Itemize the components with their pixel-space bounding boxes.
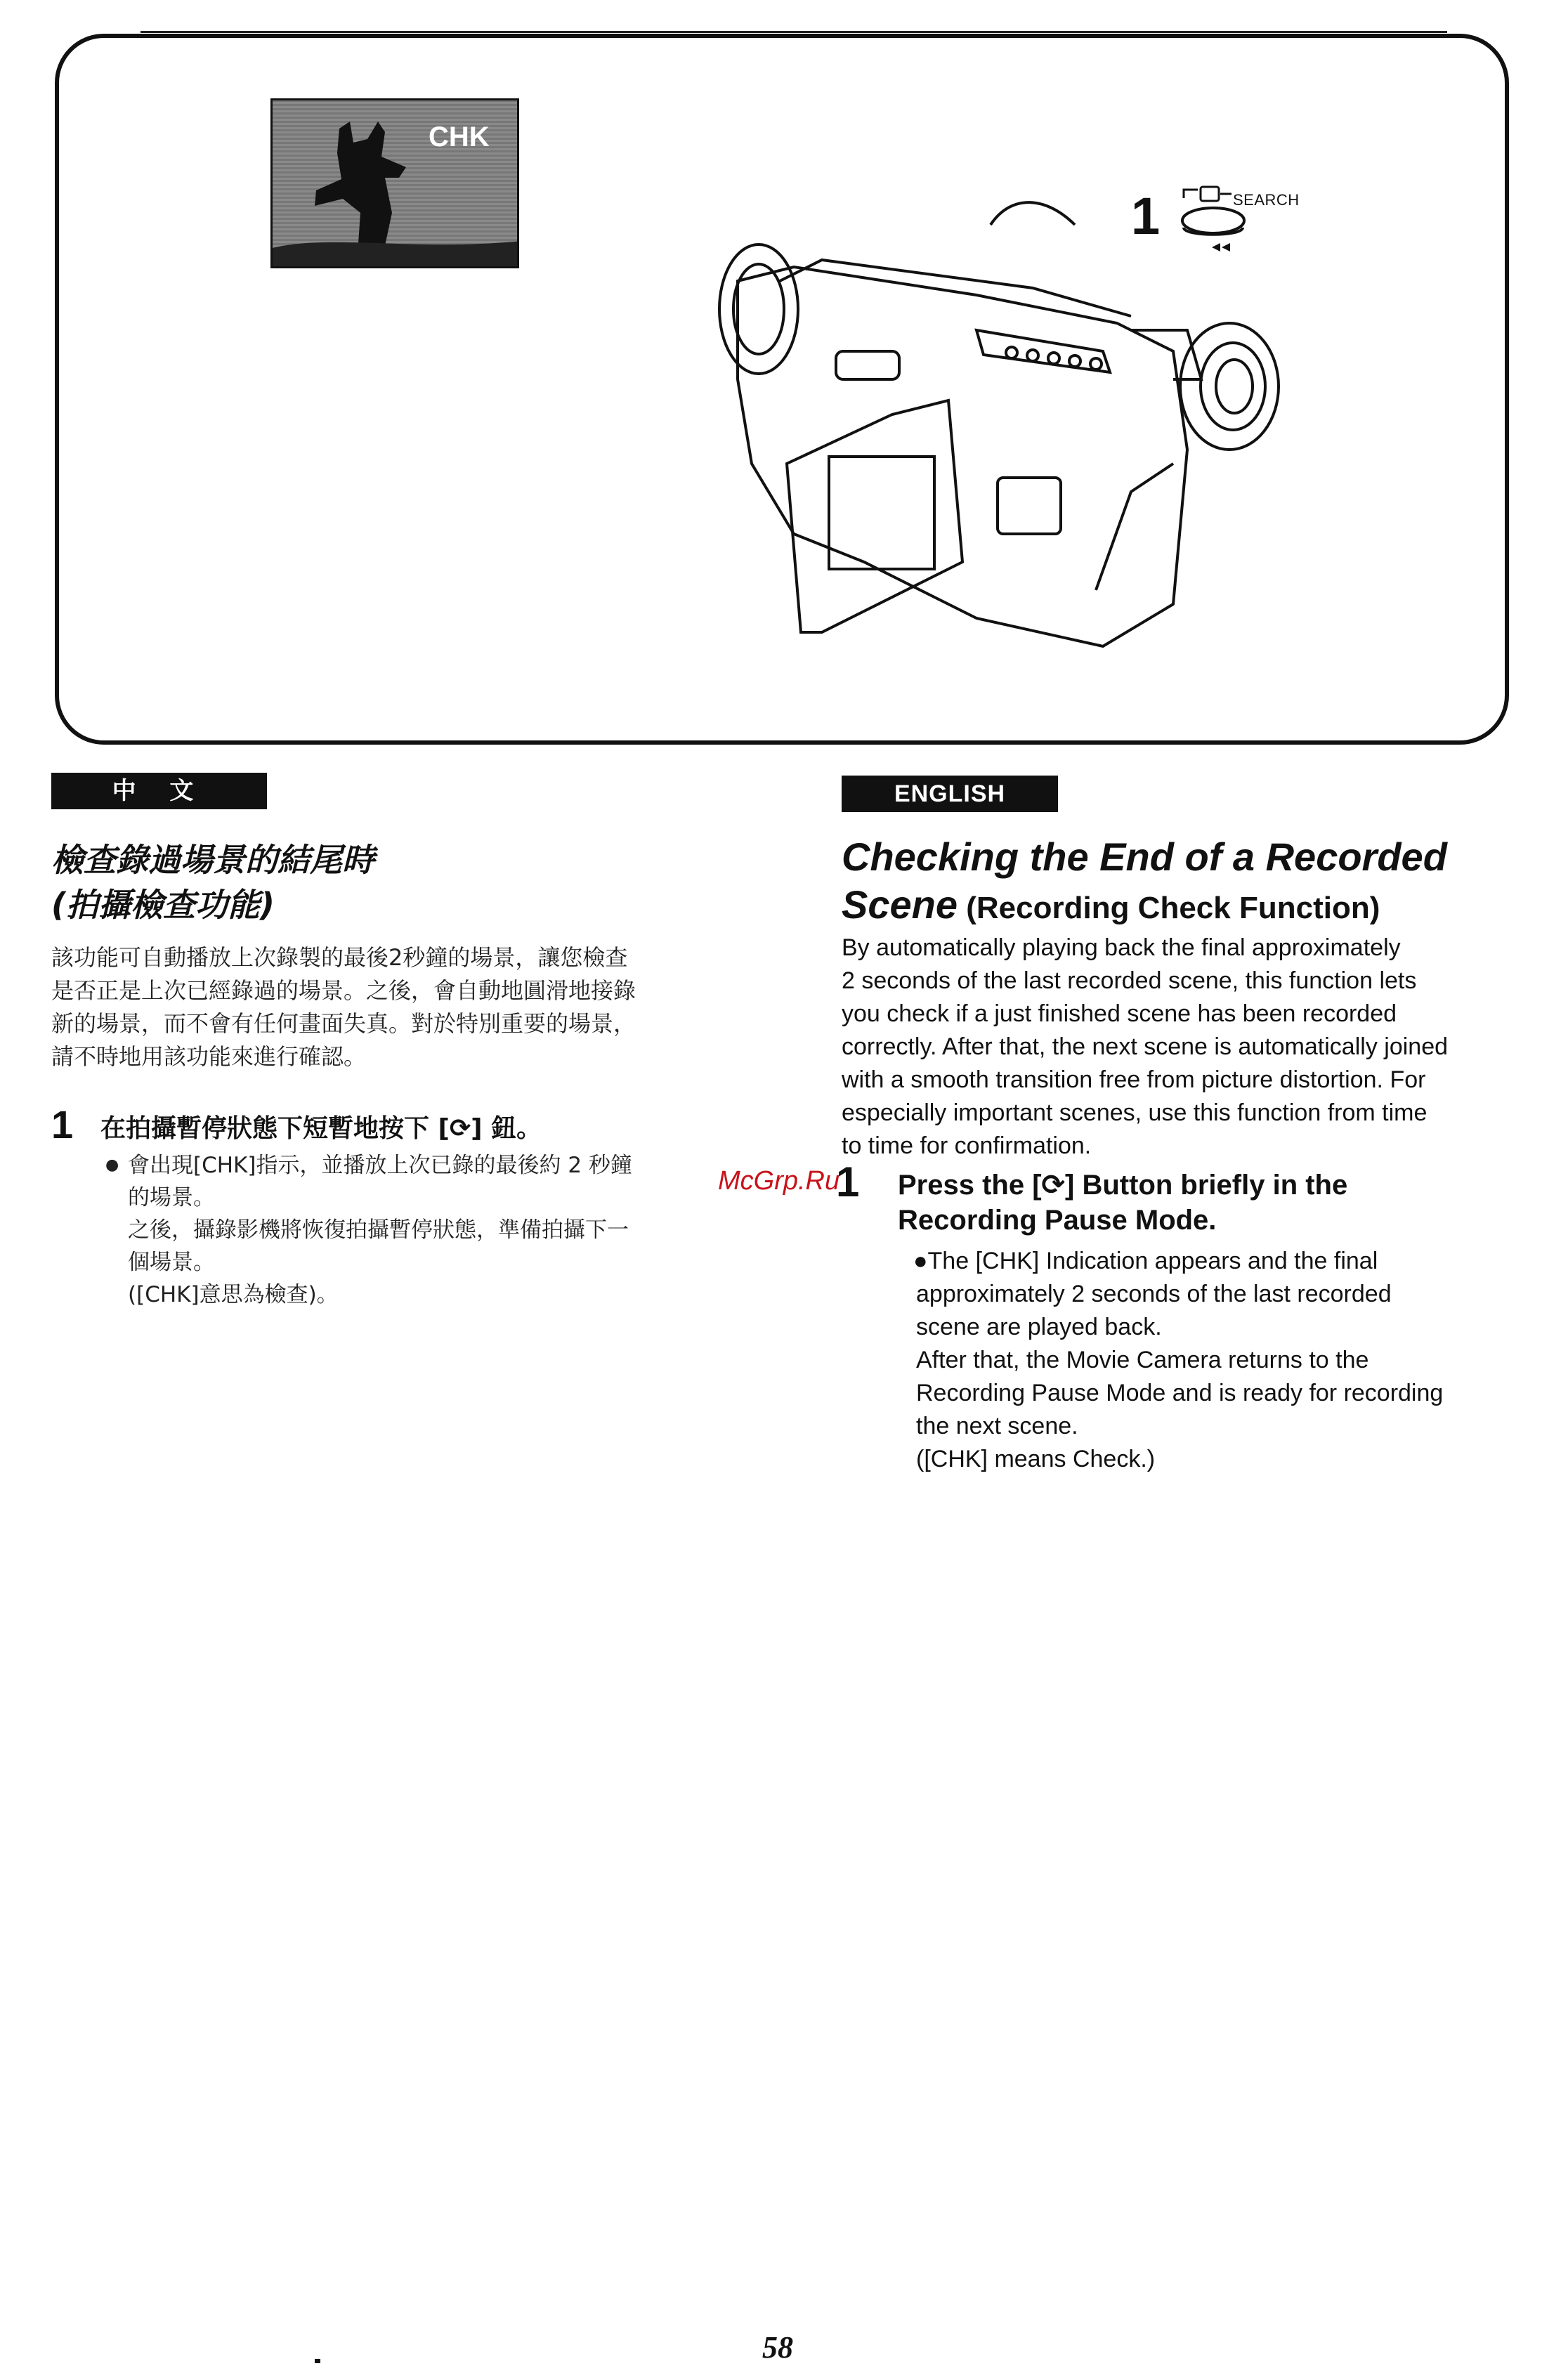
- footer-dot: [315, 2359, 320, 2363]
- english-intro-line: with a smooth transition free from picture distortion. For: [842, 1066, 1426, 1093]
- callout-number: 1: [1131, 187, 1161, 245]
- chinese-title: [51, 837, 374, 927]
- english-step-line-2: Recording Pause Mode.: [898, 1205, 1217, 1236]
- chinese-note-line: 的場景。: [128, 1185, 215, 1210]
- watermark: McGrp.Ru: [718, 1166, 840, 1196]
- english-title-subtitle: (Recording Check Function): [958, 891, 1380, 925]
- chk-indicator: CHK: [429, 122, 490, 152]
- english-step-number: 1: [836, 1158, 860, 1205]
- english-intro-line: By automatically playing back the final approximately: [842, 934, 1401, 961]
- chinese-step-number: 1: [51, 1102, 74, 1146]
- english-title-line-2: [842, 881, 1544, 932]
- chinese-intro-line: 新的場景，而不會有任何畫面失真。對於特別重要的場景，: [51, 1010, 636, 1037]
- chinese-intro-line: 是否正是上次已經錄過的場景。之後，會自動地圓滑地接錄: [51, 977, 636, 1004]
- top-rule: [141, 31, 1447, 33]
- search-label: SEARCH: [1233, 191, 1300, 209]
- english-note-line: approximately 2 seconds of the last recorded: [916, 1281, 1392, 1307]
- english-intro-line: correctly. After that, the next scene is automatically joined: [842, 1033, 1449, 1060]
- english-note-line: ([CHK] means Check.): [916, 1446, 1156, 1472]
- english-title-scene: Scene: [842, 882, 958, 927]
- section-label-english: ENGLISH: [842, 776, 1058, 812]
- chinese-intro-line: 該功能可自動播放上次錄製的最後2秒鐘的場景，讓您檢查: [51, 944, 628, 971]
- camcorder-illustration: [681, 169, 1300, 674]
- chinese-note-line: 個場景。: [128, 1250, 215, 1275]
- english-title-line-1: Checking the End of a Recorded: [842, 835, 1447, 879]
- chinese-title-line-2: (拍攝檢查功能): [51, 886, 275, 924]
- english-title: [842, 833, 1544, 932]
- chinese-intro-paragraph: [51, 941, 726, 1073]
- english-note-line: scene are played back.: [916, 1314, 1162, 1340]
- english-note-line: the next scene.: [916, 1413, 1078, 1439]
- chinese-title-line-1: 檢查錄過場景的結尾時: [51, 841, 374, 879]
- chinese-note-line: 之後，攝錄影機將恢復拍攝暫停狀態，準備拍攝下一: [128, 1217, 629, 1243]
- english-note-line: After that, the Movie Camera returns to the: [916, 1347, 1369, 1373]
- english-intro-line: especially important scenes, use this function from time: [842, 1099, 1427, 1126]
- section-label-chinese: 中 文: [51, 773, 267, 809]
- english-intro-line: you check if a just finished scene has been recorded: [842, 1000, 1397, 1027]
- english-note-line: ●The [CHK] Indication appears and the final: [913, 1248, 1378, 1274]
- viewfinder-screen-image: [270, 98, 519, 268]
- chinese-step-instruction: 在拍攝暫停狀態下短暫地按下 [⟳] 鈕。: [100, 1114, 542, 1143]
- chinese-note-line: ● 會出現[CHK]指示，並播放上次已錄的最後約 2 秒鐘: [105, 1149, 738, 1182]
- english-step-line-1: Press the [⟳] Button briefly in the: [898, 1170, 1348, 1201]
- english-intro-line: to time for confirmation.: [842, 1132, 1092, 1159]
- chinese-intro-line: 請不時地用該功能來進行確認。: [51, 1043, 367, 1070]
- english-intro-line: 2 seconds of the last recorded scene, this function lets: [842, 967, 1417, 994]
- english-step-notes: [913, 1245, 1531, 1476]
- english-note-line: Recording Pause Mode and is ready for recording: [916, 1380, 1444, 1406]
- english-intro-paragraph: [842, 932, 1544, 1163]
- english-step-instruction: [898, 1168, 1530, 1238]
- page-number: 58: [762, 2330, 793, 2365]
- chinese-step-notes: [105, 1149, 738, 1311]
- chinese-note-line: ([CHK]意思為檢查)。: [128, 1282, 339, 1307]
